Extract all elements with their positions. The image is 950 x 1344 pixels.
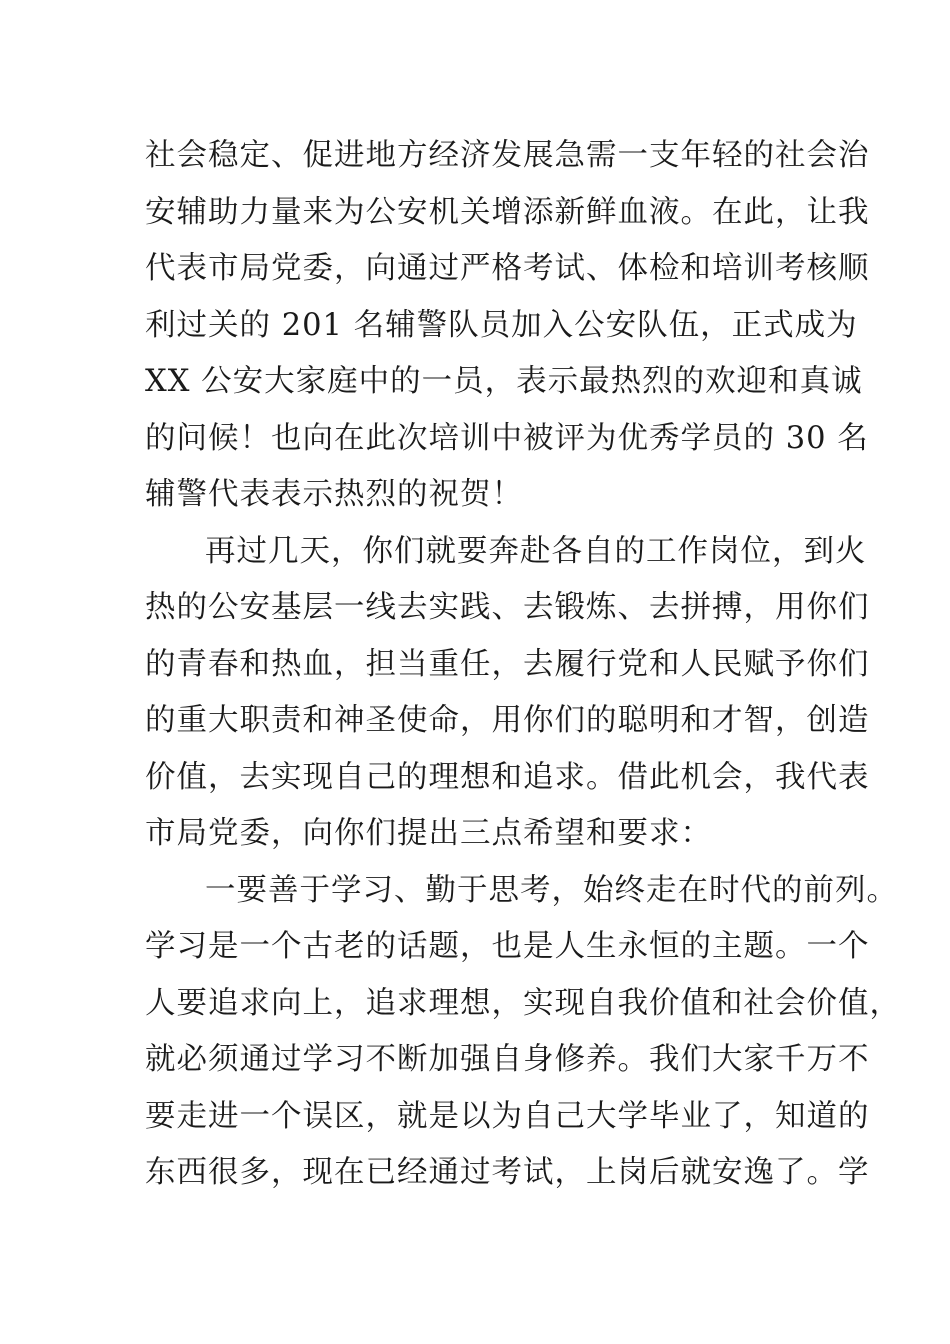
text-line: XX 公安大家庭中的一员，表示最热烈的欢迎和真诚 xyxy=(145,364,863,399)
text-line: 社会稳定、促进地方经济发展急需一支年轻的社会治 xyxy=(145,138,870,173)
text-line: 代表市局党委，向通过严格考试、体检和培训考核顺 xyxy=(145,251,870,286)
text-line: 东西很多，现在已经通过考试，上岗后就安逸了。学 xyxy=(145,1155,870,1190)
text-line: 安辅助力量来为公安机关增添新鲜血液。在此，让我 xyxy=(145,195,870,230)
text-line: 的重大职责和神圣使命，用你们的聪明和才智，创造 xyxy=(145,703,870,738)
text-line: 的问候！也向在此次培训中被评为优秀学员的 30 名 xyxy=(145,421,869,456)
text-line: 热的公安基层一线去实践、去锻炼、去拼搏，用你们 xyxy=(145,590,870,625)
paragraph-start-line: 一要善于学习、勤于思考，始终走在时代的前列。 xyxy=(205,873,898,908)
text-line: 辅警代表表示热烈的祝贺！ xyxy=(145,477,523,512)
text-line: 就必须通过学习不断加强自身修养。我们大家千万不 xyxy=(145,1042,870,1077)
text-line: 市局党委，向你们提出三点希望和要求： xyxy=(145,816,712,851)
paragraph-start-line: 再过几天，你们就要奔赴各自的工作岗位，到火 xyxy=(205,534,867,569)
text-line: 要走进一个误区，就是以为自己大学毕业了，知道的 xyxy=(145,1099,870,1134)
text-line: 人要追求向上，追求理想，实现自我价值和社会价值， xyxy=(145,986,901,1021)
text-line: 利过关的 201 名辅警队员加入公安队伍，正式成为 xyxy=(145,308,858,343)
text-line: 的青春和热血，担当重任，去履行党和人民赋予你们 xyxy=(145,647,870,682)
text-line: 价值，去实现自己的理想和追求。借此机会，我代表 xyxy=(145,760,870,795)
text-line: 学习是一个古老的话题，也是人生永恒的主题。一个 xyxy=(145,929,870,964)
